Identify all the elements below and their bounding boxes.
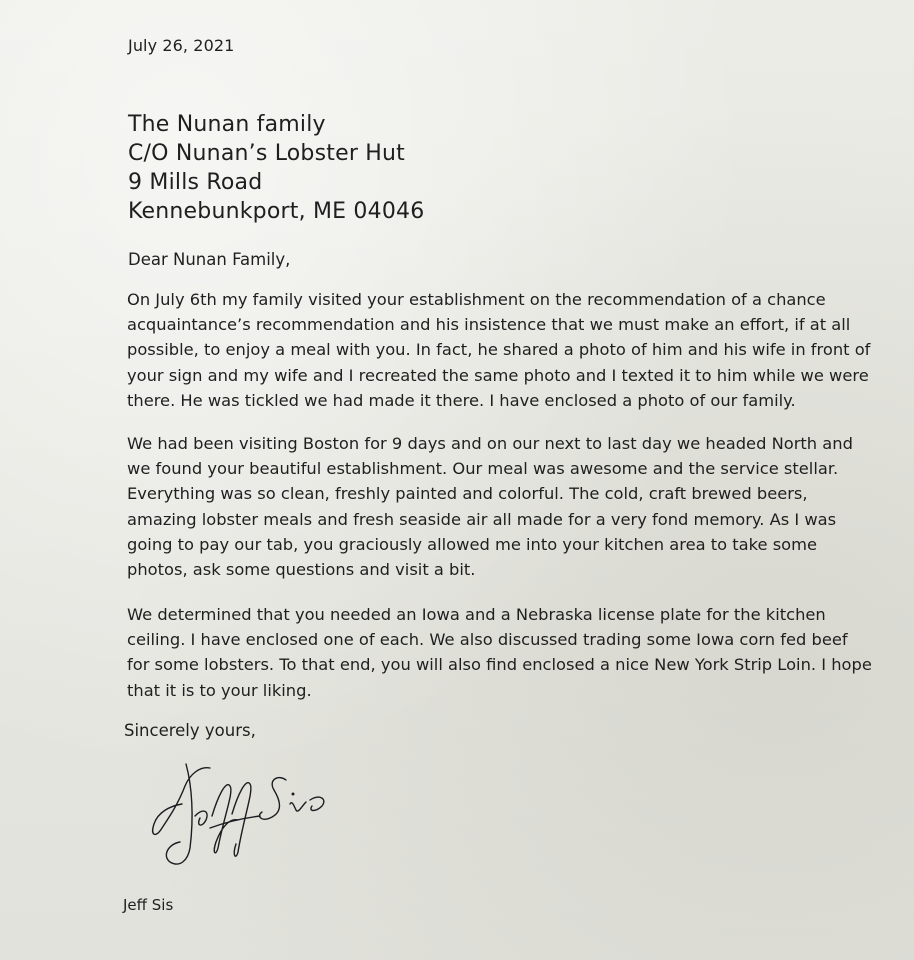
closing: Sincerely yours, bbox=[124, 721, 256, 740]
body-paragraph-3: We determined that you needed an Iowa and a Nebraska license plate for the kitchen ceiling. I have enclosed one of each. We also discussed trading some Iowa corn fed beef for some lobsters. To that end, you will also find enclosed a nice New York Strip Loin. I hope that it is to your liking. bbox=[127, 605, 872, 700]
address-line-name: The Nunan family bbox=[128, 112, 326, 137]
signer-name: Jeff Sis bbox=[123, 896, 174, 914]
body-paragraph-1: On July 6th my family visited your establishment on the recommendation of a chance acquaintance’s recommendation and his insistence that we must make an effort, if at all possible, to enjoy a meal with you. In fact, he shared a photo of him and his wife in front of your sign and my wife and I recreated the same photo and I texted it to him while we were there. He was tickled we had made it there. I have enclosed a photo of our family. bbox=[127, 290, 871, 410]
salutation: Dear Nunan Family, bbox=[128, 250, 291, 269]
letter-date: July 26, 2021 bbox=[128, 36, 235, 55]
address-line-city: Kennebunkport, ME 04046 bbox=[128, 199, 425, 224]
address-line-street: 9 Mills Road bbox=[128, 170, 263, 195]
recipient-address bbox=[128, 110, 424, 226]
body-paragraph-2: We had been visiting Boston for 9 days and on our next to last day we headed North and we found your beautiful establishment. Our meal was awesome and the service stellar. Everything was so clean, freshly painted and colorful. The cold, craft brewed beers, amazing lobster meals and fresh seaside air all made for a very fond memory. As I was going to pay our tab, you graciously allowed me into your kitchen area to take some photos, ask some questions and visit a bit. bbox=[127, 434, 853, 580]
address-line-care-of: C/O Nunan’s Lobster Hut bbox=[128, 141, 405, 166]
handwritten-signature bbox=[140, 756, 340, 876]
